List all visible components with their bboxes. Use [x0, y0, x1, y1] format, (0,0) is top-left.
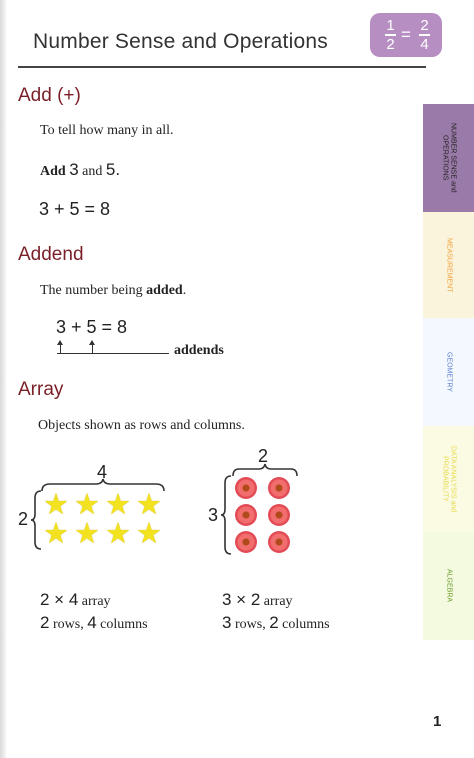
addend-definition-bold: added — [146, 283, 183, 298]
array-definition: Objects shown as rows and columns. — [38, 418, 245, 433]
page-number: 1 — [433, 713, 442, 730]
star-icon: ★ — [136, 518, 162, 550]
tab-algebra[interactable] — [423, 532, 474, 640]
star-rows-word: rows, — [52, 617, 84, 632]
flower-array-dimensions — [222, 613, 330, 633]
flower-rows-num: 3 — [222, 613, 232, 632]
add-example-b: 5. — [105, 160, 121, 179]
star-array-dimensions — [40, 613, 148, 633]
heading-array: Array — [18, 379, 64, 400]
flower-icon — [235, 531, 257, 553]
star-rows-num: 2 — [40, 613, 50, 632]
addend-definition-start: The number being — [40, 283, 143, 298]
tab-label: MEASUREMENT — [445, 237, 453, 293]
star-array-word: array — [81, 594, 111, 609]
side-brace-icon — [220, 474, 232, 556]
badge-right-numerator: 2 — [420, 17, 429, 34]
flower-icon — [235, 477, 257, 499]
badge-left-denominator: 2 — [386, 35, 395, 53]
tab-geometry[interactable] — [423, 318, 474, 426]
flower-array-product: 3 × 2 — [222, 590, 261, 609]
tab-data-analysis[interactable] — [423, 426, 474, 532]
add-example-word: Add — [40, 164, 66, 179]
heading-add: Add (+) — [18, 85, 81, 106]
flower-array-column-count: 2 — [258, 446, 269, 466]
star-array-row-count: 2 — [18, 509, 29, 529]
flower-icon — [235, 504, 257, 526]
add-equation: 3 + 5 = 8 — [39, 199, 111, 219]
flower-rows-word: rows, — [234, 617, 266, 632]
star-cols-num: 4 — [87, 613, 97, 632]
heading-addend: Addend — [18, 244, 84, 265]
star-icon: ★ — [105, 489, 131, 521]
flower-icon — [268, 531, 290, 553]
flower-array-row-count: 3 — [208, 505, 219, 525]
star-array-caption — [40, 590, 111, 610]
addend-definition-end: . — [182, 283, 187, 298]
badge-left-numerator: 1 — [386, 17, 395, 34]
page-title: Number Sense and Operations — [33, 30, 328, 53]
tab-label: DATA ANALYSIS and PROBABILITY — [441, 445, 457, 513]
badge-fraction-left — [385, 18, 396, 52]
star-cols-word: columns — [100, 617, 148, 632]
addend-equation: 3 + 5 = 8 — [56, 317, 128, 337]
star-array-product: 2 × 4 — [40, 590, 79, 609]
add-example — [40, 160, 120, 180]
tab-number-sense[interactable] — [423, 104, 474, 212]
badge-fraction-right — [419, 18, 430, 52]
addend-underline — [57, 353, 169, 354]
add-definition: To tell how many in all. — [40, 123, 174, 138]
star-array-column-count: 4 — [97, 462, 108, 482]
add-example-and: and — [82, 164, 103, 179]
star-icon: ★ — [136, 489, 162, 521]
flower-icon — [268, 504, 290, 526]
page-spine-shadow — [0, 0, 6, 758]
add-example-a: 3 — [69, 160, 79, 179]
tab-label: NUMBER SENSE and OPERATIONS — [441, 123, 457, 193]
addend-definition — [40, 283, 186, 299]
badge-right-denominator: 4 — [420, 35, 429, 53]
star-icon: ★ — [105, 518, 131, 550]
fraction-badge — [370, 13, 442, 57]
up-arrow-icon — [89, 340, 95, 345]
star-icon: ★ — [43, 518, 69, 550]
tab-label: ALGEBRA — [445, 569, 453, 603]
flower-array-word: array — [263, 594, 293, 609]
top-brace-icon — [231, 463, 299, 477]
flower-icon — [268, 477, 290, 499]
title-rule — [18, 66, 426, 68]
tab-measurement[interactable] — [423, 212, 474, 318]
flower-cols-num: 2 — [269, 613, 279, 632]
up-arrow-icon — [57, 340, 63, 345]
flower-cols-word: columns — [282, 617, 330, 632]
star-icon: ★ — [74, 489, 100, 521]
flower-array-caption — [222, 590, 293, 610]
side-brace-icon — [30, 489, 42, 551]
addends-label: addends — [174, 343, 224, 358]
star-icon: ★ — [43, 489, 69, 521]
star-icon: ★ — [74, 518, 100, 550]
badge-equals: = — [401, 25, 411, 44]
tab-label: GEOMETRY — [445, 352, 453, 392]
